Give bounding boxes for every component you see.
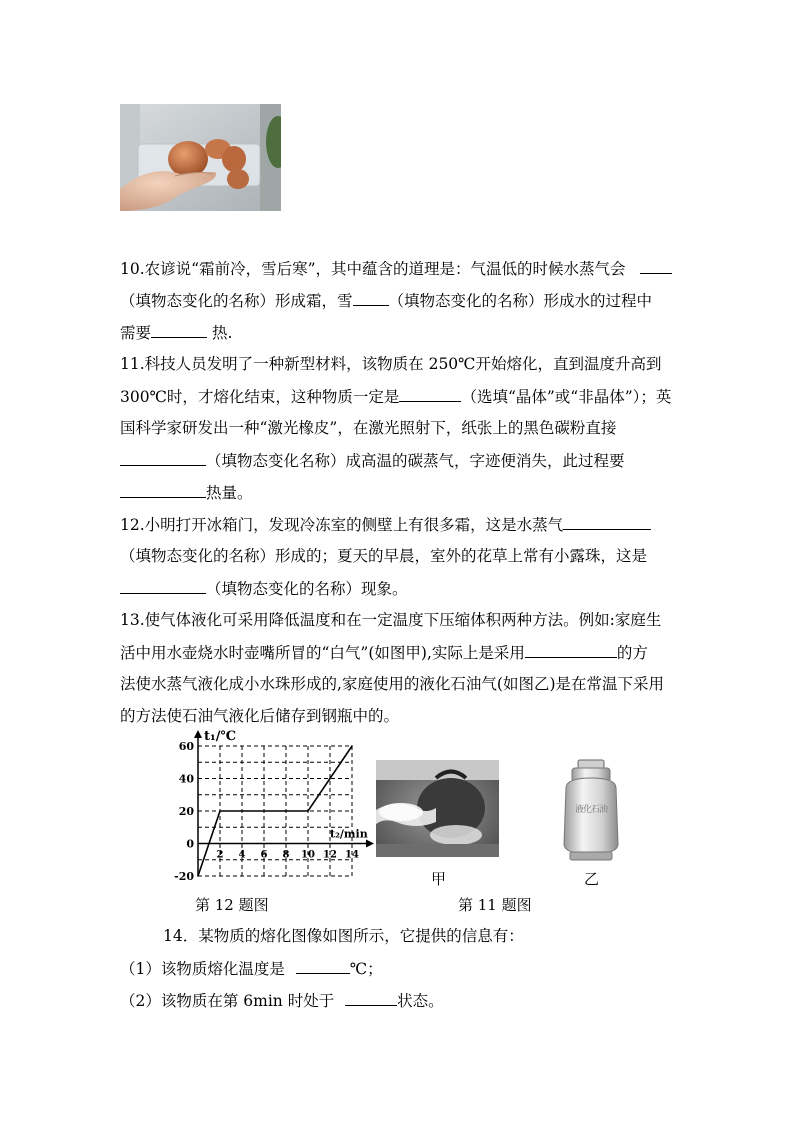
q11-text-5b: 热量。 [206, 484, 253, 502]
q13-text-4: 的方法使石油气液化后储存到钢瓶中的。 [120, 707, 400, 725]
y-tick-label: 60 [178, 740, 194, 753]
q14-text-3a: （2）该物质在第 6min 时处于 [120, 992, 335, 1010]
q11-line-5 [120, 482, 680, 503]
q14-blank-2[interactable] [345, 990, 397, 1006]
q14-blank-1[interactable] [296, 958, 350, 974]
x-tick-label: 10 [301, 849, 315, 861]
x-axis-arrow [366, 840, 374, 848]
q12-line-2 [120, 546, 680, 566]
q14-line-1 [163, 926, 723, 946]
graph-caption: 第 12 题图 [195, 896, 269, 914]
x-axis-label: t₂/min [330, 827, 368, 841]
q10-blank-3[interactable] [151, 322, 207, 338]
q10-text-2a: （填物态变化的名称）形成霜，雪 [120, 292, 353, 310]
q11-line-1 [120, 354, 680, 374]
q14-text-2b: ℃； [349, 960, 383, 978]
q10-line-1 [120, 258, 680, 279]
q14-text-1: 14．某物质的熔化图像如图所示，它提供的信息有： [163, 927, 524, 945]
q12-line-1 [120, 514, 680, 535]
kettle-steam-photo [376, 760, 499, 857]
tank-label: 液化石油 [574, 805, 607, 815]
q13-text-3: 法使水蒸气液化成小水珠形成的,家庭使用的液化石油气(如图乙)是在常温下采用 [120, 675, 665, 693]
q13-line-4 [120, 706, 680, 726]
q14-text-3b: 状态。 [397, 992, 444, 1010]
data-point [219, 810, 221, 812]
q11-text-2b: （选填“晶体”或“非晶体”）；英 [461, 388, 672, 406]
melting-curve-chart [172, 726, 378, 886]
y-axis-arrow [194, 730, 202, 738]
q11-line-4 [120, 450, 680, 471]
q12-text-2: （填物态变化的名称）形成的；夏天的早晨，室外的花草上常有小露珠，这是 [120, 547, 648, 565]
q11-blank-3[interactable] [120, 482, 206, 498]
q12-text-1: 12.小明打开冰箱门，发现冷冻室的侧壁上有很多霜，这是水蒸气 [120, 516, 564, 534]
q13-line-3 [120, 674, 680, 694]
x-tick-label: 6 [260, 849, 268, 861]
x-tick-label: 8 [282, 849, 290, 861]
q12-text-3b: （填物态变化的名称）现象。 [206, 580, 408, 598]
x-tick-label: 2 [216, 849, 224, 861]
q11-line-3 [120, 418, 680, 438]
q10-text-3a: 需要 [120, 324, 152, 342]
x-tick-label: 4 [238, 849, 246, 861]
q11-text-1: 11.科技人员发明了一种新型材料，该物质在 250℃开始熔化，直到温度升高到 [120, 355, 662, 373]
q11-text-4b: （填物态变化名称）成高温的碳蒸气，字迹便消失，此过程要 [206, 452, 625, 470]
q10-line-2 [120, 290, 680, 311]
q11-text-3: 国科学家研发出一种“激光橡皮”，在激光照射下，纸张上的黑色碳粉直接 [120, 419, 617, 437]
label-yi: 乙 [584, 870, 600, 888]
q13-text-2: 活中用水壶烧水时壶嘴所冒的“白气”(如图甲),实际上是采用 [120, 644, 525, 662]
q10-line-3 [120, 322, 680, 343]
q14-line-3 [120, 990, 680, 1011]
egg-fridge-photo [120, 104, 281, 211]
q13-blank-1[interactable] [525, 642, 617, 658]
y-tick-label: 40 [178, 772, 194, 786]
q12-blank-2[interactable] [120, 578, 206, 594]
x-tick-label: 14 [345, 849, 359, 861]
q10-text-2b: （填物态变化的名称）形成水的过程中 [388, 292, 653, 310]
q13-text-1: 13.使气体液化可采用降低温度和在一定温度下压缩体积两种方法。例如:家庭生 [120, 611, 662, 629]
data-point [197, 875, 199, 877]
q11-text-2a: 300℃时，才熔化结束，这种物质一定是 [120, 388, 400, 406]
q14-text-2a: （1）该物质熔化温度是 [120, 960, 285, 978]
y-tick-label: 20 [178, 805, 194, 818]
x-tick-label: 12 [323, 849, 337, 861]
y-tick-label: 0 [186, 837, 194, 851]
q12-line-3 [120, 578, 680, 599]
q10-blank-1[interactable] [640, 258, 672, 274]
q10-text-1: 10.农谚说“霜前冷，雪后寒”，其中蕴含的道理是：气温低的时候水蒸气会 [120, 260, 626, 278]
q10-text-3b: 热. [207, 324, 233, 342]
q13-line-1 [120, 610, 680, 630]
q12-blank-1[interactable] [563, 514, 651, 530]
q13-text-2b: 的方 [616, 644, 648, 662]
q11-blank-1[interactable] [399, 386, 461, 402]
q10-blank-2[interactable] [353, 290, 389, 306]
y-tick-label: -20 [174, 870, 194, 883]
gas-tank-illustration [558, 758, 624, 862]
label-jia: 甲 [431, 870, 447, 888]
data-point [307, 810, 309, 812]
q11-line-2 [120, 386, 680, 407]
data-point [351, 745, 353, 747]
q13-line-2 [120, 642, 680, 663]
q14-line-2 [120, 958, 680, 979]
photo-caption: 第 11 题图 [458, 896, 532, 914]
y-axis-label: t₁/℃ [204, 729, 237, 744]
q11-blank-2[interactable] [120, 450, 206, 466]
